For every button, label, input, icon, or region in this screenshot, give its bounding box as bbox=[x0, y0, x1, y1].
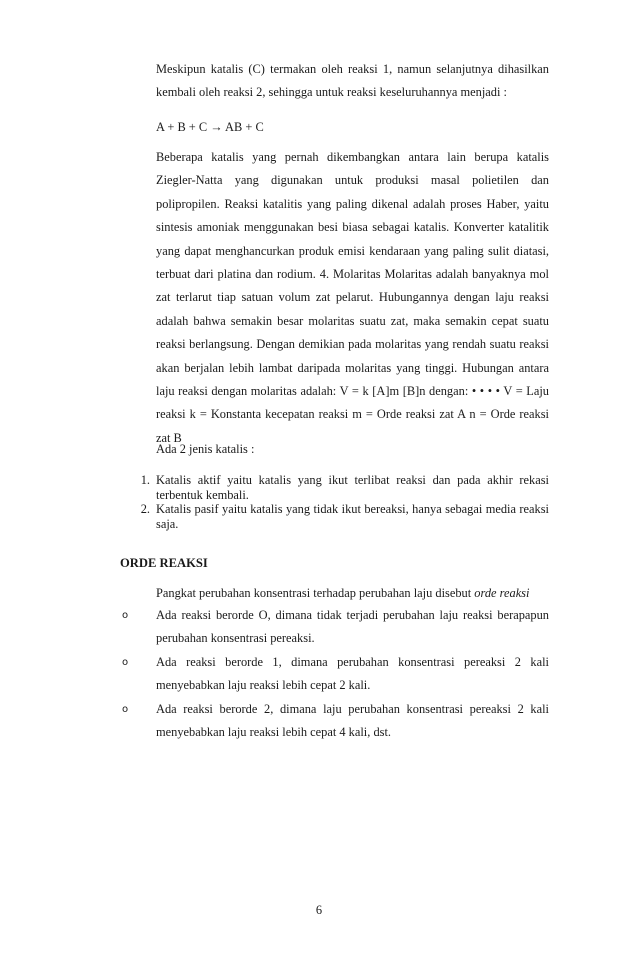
text-line: Katalis aktif yaitu katalis yang ikut terlibat reaksi dan pada akhir rekasi bbox=[156, 473, 549, 487]
text-line: menyebabkan laju reaksi lebih cepat 2 kali. bbox=[156, 678, 371, 693]
text-line: Katalis pasif yaitu katalis yang tidak ikut bereaksi, hanya sebagai media reaksi bbox=[156, 502, 549, 517]
list-number: 2. bbox=[140, 502, 150, 517]
text-line: terbuat dari platina dan rodium. 4. Molaritas Molaritas adalah banyaknya mol bbox=[156, 266, 549, 281]
catalyst-type-list bbox=[120, 473, 549, 531]
list-item bbox=[120, 473, 549, 502]
list-item bbox=[120, 698, 549, 745]
text-line: Ada reaksi berorde 1, dimana perubahan konsentrasi pereaksi 2 kali bbox=[156, 654, 549, 669]
bullet-circle-icon: o bbox=[122, 656, 129, 668]
text-line: Ada reaksi berorde 2, dimana laju perubahan konsentrasi pereaksi 2 kali bbox=[156, 701, 549, 716]
text-line: saja. bbox=[156, 516, 179, 531]
text-line: reaksi k = Konstanta kecepatan reaksi m = Orde reaksi zat A n = Orde reaksi bbox=[156, 407, 549, 422]
reaction-equation: A + B + C → AB + C bbox=[156, 120, 264, 134]
text-line: akan berjalan lebih lambat daripada molaritas yang tinggi. Hubungan antara bbox=[156, 360, 549, 375]
list-number: 1. bbox=[140, 473, 150, 487]
text-line: terbentuk kembali. bbox=[156, 487, 249, 502]
orde-intro-emphasis: orde reaksi bbox=[474, 586, 530, 600]
paragraph-catalyst-regeneration bbox=[156, 58, 549, 105]
bullet-circle-icon: o bbox=[122, 703, 129, 715]
paragraph-catalyst-examples bbox=[156, 146, 549, 450]
text-line: sintesis amoniak menggunakan besi biasa sebagai katalis. Konverter katalitik bbox=[156, 220, 549, 235]
section-heading: ORDE REAKSI bbox=[120, 556, 208, 570]
page-number: 6 bbox=[315, 903, 323, 917]
text-line: Ziegler-Natta yang digunakan untuk produksi masal polietilen dan bbox=[156, 173, 549, 188]
paragraph-orde-definition bbox=[156, 582, 549, 605]
text-line: yang dapat menghancurkan produk emisi kendaraan yang paling sulit diatasi, bbox=[156, 243, 549, 258]
text-line: reaksi berlangsung. Dengan demikian pada molaritas yang rendah suatu reaksi bbox=[156, 337, 549, 352]
text-line: perubahan konsentrasi pereaksi. bbox=[156, 631, 315, 646]
text-line: menyebabkan laju reaksi lebih cepat 4 kali, dst. bbox=[156, 724, 391, 739]
list-item bbox=[120, 651, 549, 698]
bullet-circle-icon: o bbox=[122, 610, 129, 621]
text-line: zat B bbox=[156, 430, 182, 445]
text-line: zat terlarut tiap satuan volum zat pelarut. Hubungannya dengan laju reaksi bbox=[156, 290, 549, 305]
text-line: Meskipun katalis (C) termakan oleh reaksi 1, namun selanjutnya dihasilkan bbox=[156, 62, 549, 76]
text-line: laju reaksi dengan molaritas adalah: V = k [A]m [B]n dengan: • • • • V = Laju bbox=[156, 383, 549, 398]
text-line: adalah bahwa semakin besar molaritas suatu zat, maka semakin cepat suatu bbox=[156, 313, 549, 328]
paragraph-catalyst-types-intro: Ada 2 jenis katalis : bbox=[156, 442, 255, 456]
orde-list bbox=[120, 604, 549, 744]
list-item bbox=[120, 502, 549, 531]
text-line: Beberapa katalis yang pernah dikembangkan antara lain berupa katalis bbox=[156, 150, 549, 164]
list-item bbox=[120, 604, 549, 651]
text-line: kembali oleh reaksi 2, sehingga untuk reaksi keseluruhannya menjadi : bbox=[156, 85, 507, 100]
text-line: polipropilen. Reaksi katalitis yang paling dikenal adalah proses Haber, yaitu bbox=[156, 196, 549, 211]
orde-intro-text: Pangkat perubahan konsentrasi terhadap perubahan laju disebut bbox=[156, 586, 475, 600]
text-line: Ada reaksi berorde O, dimana tidak terjadi perubahan laju reaksi berapapun bbox=[156, 608, 549, 622]
